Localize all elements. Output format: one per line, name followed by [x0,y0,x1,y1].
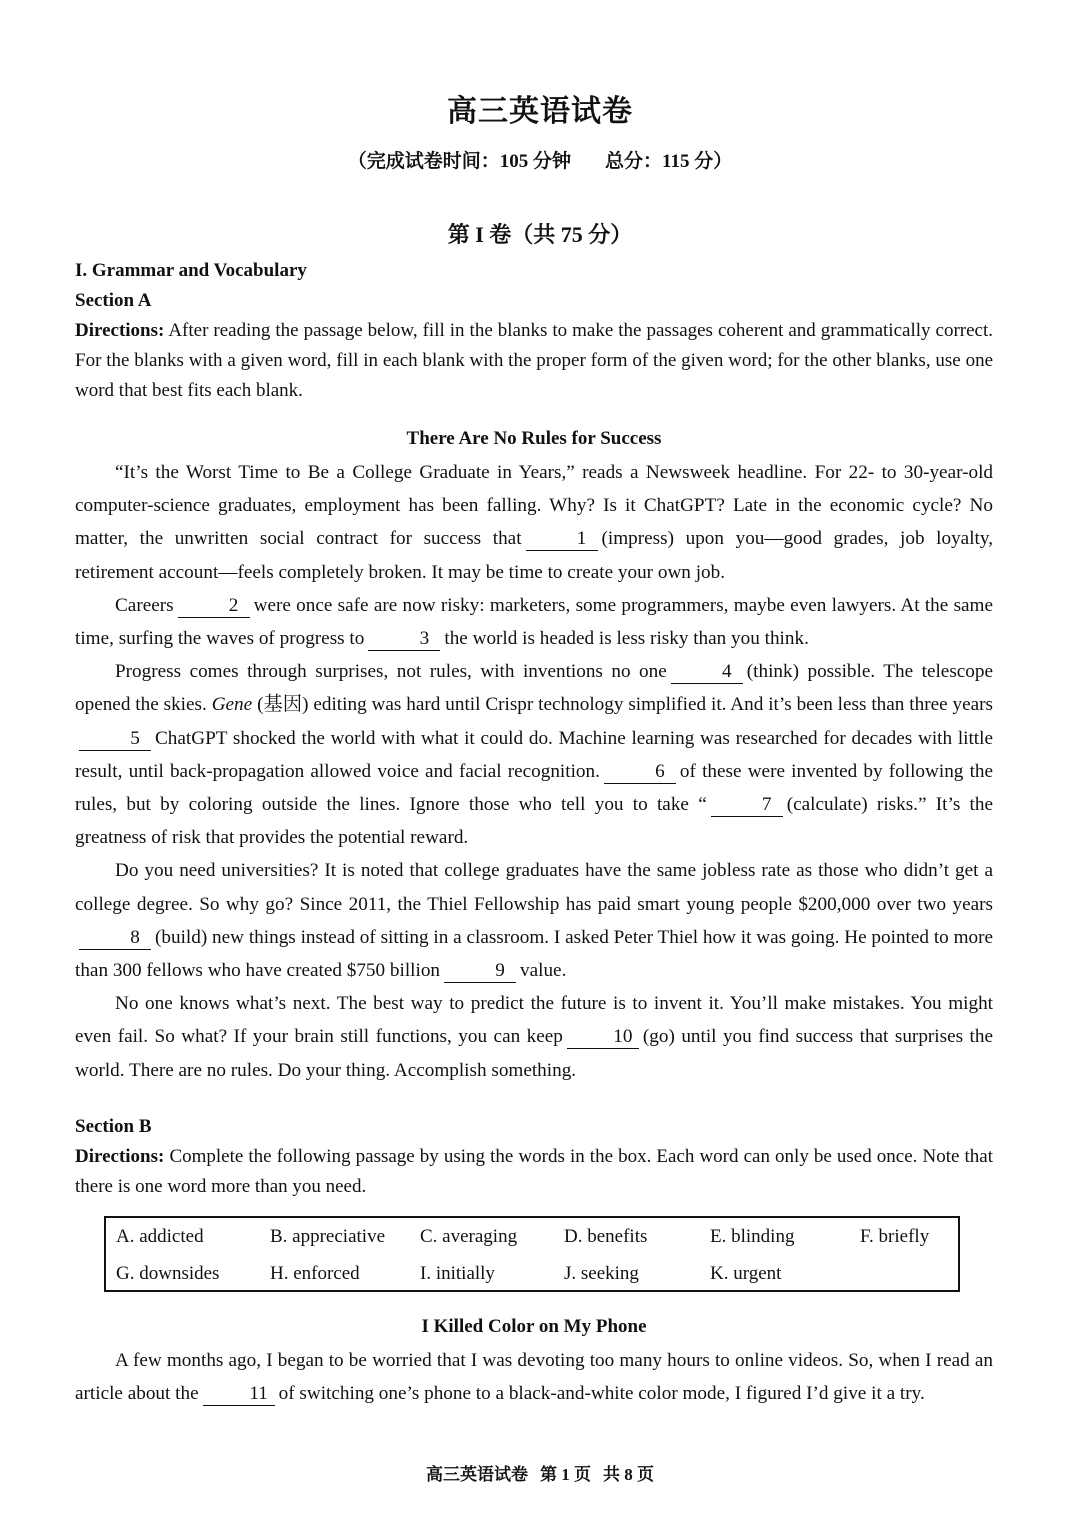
text: Careers [115,594,174,616]
blank-6[interactable]: 6 [604,761,676,784]
text: (go) until you find success that surprises the world. There are no rules. Do your thing. Accomplish something. [75,1026,993,1081]
blank-7[interactable]: 7 [711,794,783,817]
footer-total: 共 8 页 [603,1465,654,1484]
text: were once safe are now risky: marketers, some programmers, maybe even lawyers. At the same time, surfing the waves of progress to [75,594,993,650]
text: ChatGPT shocked the world with what it could do. Machine learning was researched for decades with little result, until back-propagation allowed voice and facial recognition. [75,727,993,782]
passage-a-paragraph-1 [75,456,993,589]
text: Do you need universities? It is noted that college graduates have the same jobless rate as those who didn’t get a college degree. So why go? Since 2011, the Thiel Fellowship has paid smart young people $200,000 over two years [75,860,993,915]
word-option: J. seeking [564,1263,639,1284]
word-option: I. initially [420,1263,495,1284]
text: value. [520,960,567,982]
directions-text: After reading the passage below, fill in the blanks to make the passages coherent and grammatically correct. For the blanks with a given word, fill in each blank with the proper form of the given word; for the other blanks, use one word that best fits each blank. [75,320,993,401]
passage-a-title: There Are No Rules for Success [406,428,662,449]
text: of these were invented by following the rules, but by coloring outside the lines. Ignore those who tell you to take “ [75,760,994,816]
section-b-name: Section B [75,1116,152,1137]
exam-time: （完成试卷时间：105 分钟 [347,151,572,172]
footer-page: 第 1 页 [540,1465,591,1484]
text: (impress) upon you—good grades, job loyalty, retirement account—feels completely broken. It may be time to create your own job. [75,528,994,583]
text: A few months ago, I began to be worried that I was devoting too many hours to online videos. So, when I read an article about the [75,1350,993,1405]
word-option: H. enforced [270,1263,360,1284]
blank-10[interactable]: 10 [567,1026,639,1049]
text: (calculate) risks.” It’s the greatness of risk that provides the potential reward. [75,794,993,849]
blank-3[interactable]: 3 [368,628,440,651]
passage-b-title: I Killed Color on My Phone [421,1316,647,1337]
directions-label: Directions: [75,320,165,341]
blank-4[interactable]: 4 [671,661,743,684]
text: (build) new things instead of sitting in a classroom. I asked Peter Thiel how it was going. He pointed to more than 300 fellows who have created $750 billion [75,926,993,982]
passage-a-paragraph-3 [75,655,993,854]
word-box [104,1216,960,1292]
word-option: C. averaging [420,1226,518,1247]
blank-1[interactable]: 1 [526,528,598,551]
gene-word: Gene [211,694,253,716]
exam-title: 高三英语试卷 [447,95,633,128]
word-option: E. blinding [710,1226,795,1247]
passage-b-paragraph-1 [75,1344,993,1410]
section-a-header [75,256,993,406]
word-option: B. appreciative [270,1226,386,1247]
word-option: A. addicted [116,1226,204,1247]
passage-b [75,1344,993,1410]
text: “It’s the Worst Time to Be a College Graduate in Years,” reads a Newsweek headline. For 22- to 30-year-old computer-science graduates, employment has been falling. Why? Is it ChatGPT? Late in the economic cycle? No matter, the unwritten social contract for success that [75,462,993,550]
page-footer [0,1460,1080,1485]
section-b-header [75,1112,993,1202]
passage-a-paragraph-5 [75,987,993,1087]
part-title: 第 I 卷（共 75 分） [447,222,633,247]
grammar-heading: I. Grammar and Vocabulary [75,260,307,281]
passage-a-paragraph-4 [75,854,993,987]
word-option: G. downsides [116,1263,220,1284]
blank-8[interactable]: 8 [79,927,151,950]
section-a-directions [75,316,993,406]
exam-subtitle [0,146,1080,173]
footer-exam: 高三英语试卷 [426,1465,528,1484]
word-option: D. benefits [564,1226,648,1247]
text: the world is headed is less risky than you think. [444,628,809,650]
passage-a [75,456,993,1087]
text: No one knows what’s next. The best way to predict the future is to invent it. You’ll make mistakes. You might even fail. So what? If your brain still functions, you can keep [75,993,993,1048]
passage-a-paragraph-2 [75,589,993,655]
blank-11[interactable]: 11 [203,1383,275,1406]
text: of switching one’s phone to a black-and-white color mode, I figured I’d give it a try. [278,1383,925,1405]
text: (think) possible. The telescope opened the skies. [75,661,994,716]
exam-total-score: 总分：115 分） [605,151,733,172]
blank-5[interactable]: 5 [79,728,151,751]
word-option: K. urgent [710,1263,782,1284]
blank-2[interactable]: 2 [178,595,250,618]
directions-text: Complete the following passage by using the words in the box. Each word can only be used once. Note that there is one word more than you need. [75,1146,994,1197]
text: (基因) editing was hard until Crispr technology simplified it. And it’s been less than three years [257,694,993,716]
section-b-directions [75,1142,993,1202]
blank-9[interactable]: 9 [444,960,516,983]
section-a-name: Section A [75,290,152,311]
text: Progress comes through surprises, not rules, with inventions no one [115,661,667,683]
directions-label: Directions: [75,1146,165,1167]
word-option: F. briefly [860,1226,930,1247]
